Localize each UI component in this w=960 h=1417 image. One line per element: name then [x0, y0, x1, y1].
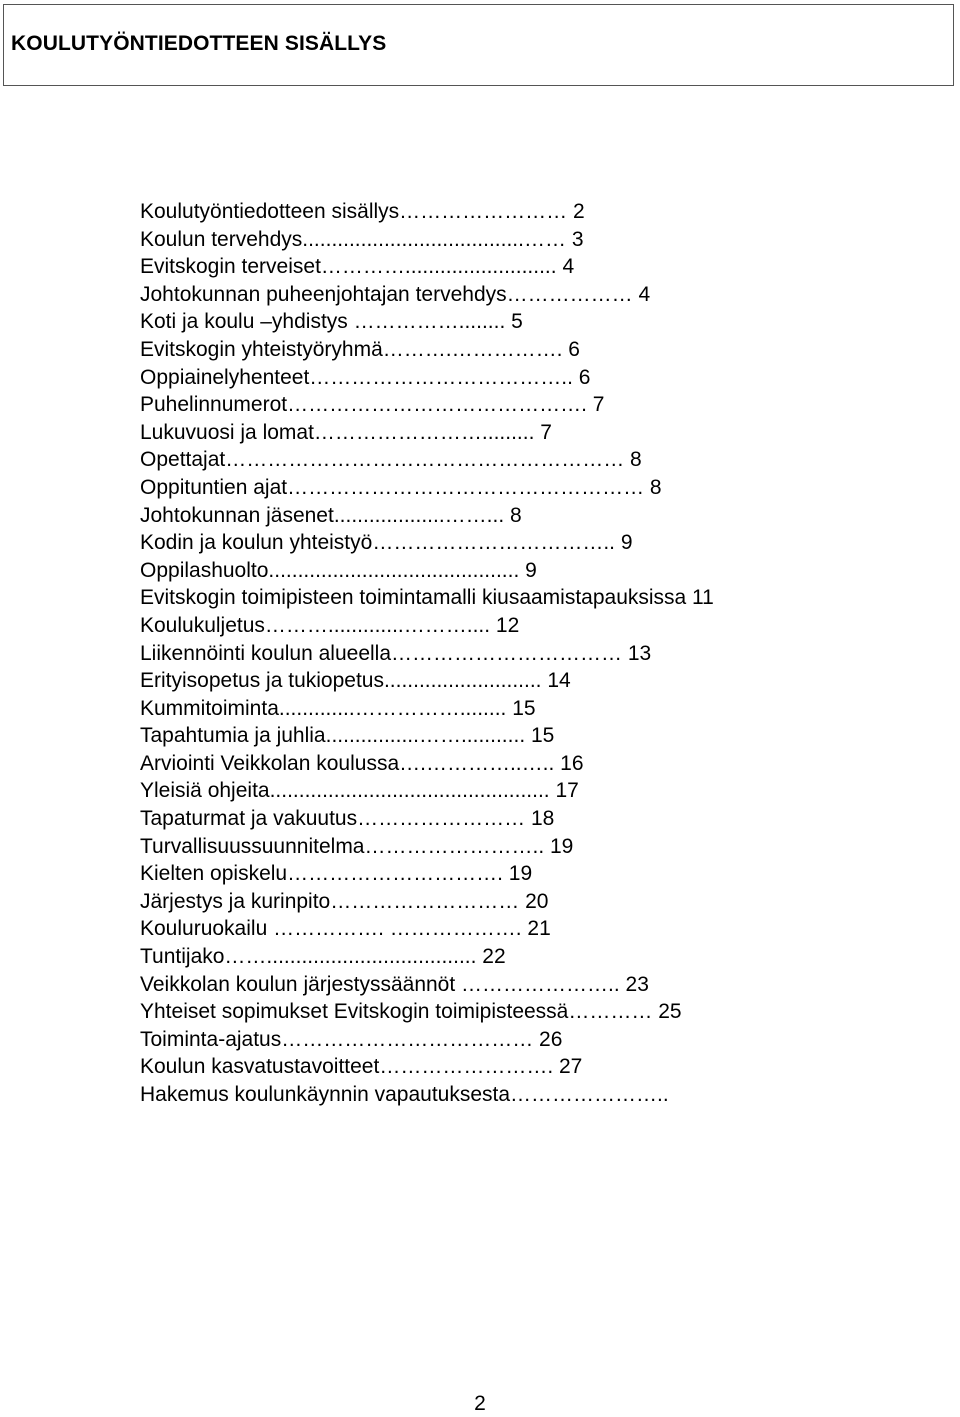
toc-entry: Koulukuljetus……….............……….... 12: [140, 613, 520, 637]
toc-entry: Kielten opiskelu…………………………. 19: [140, 862, 533, 886]
toc-entry: Evitskogin terveiset………….......................... 4: [140, 255, 575, 279]
page-number: 2: [474, 1392, 486, 1415]
toc-entry: Oppilashuolto........................................... 9: [140, 558, 537, 582]
toc-entry: Evitskogin yhteistyöryhmä……….……………. 6: [140, 337, 580, 361]
toc-entry: Kummitoiminta.............……………........ 15: [140, 696, 536, 720]
toc-entry: Kodin ja koulun yhteistyö…………………………….. 9: [140, 531, 633, 555]
toc-entry: Koulutyöntiedotteen sisällys…………………… 2: [140, 200, 585, 223]
toc-entry: Koulun kasvatustavoitteet……………………. 27: [140, 1055, 583, 1079]
toc-entry: Järjestys ja kurinpito……………………… 20: [140, 889, 549, 913]
toc-entry: Kouluruokailu ……………. ………………. 21: [140, 917, 551, 941]
toc-entry: Liikennöinti koulun alueella…………………………… 13: [140, 641, 652, 665]
toc-entry: Oppituntien ajat…………………………………………… 8: [140, 475, 662, 499]
toc-entry: Hakemus koulunkäynnin vapautuksesta…………………..: [140, 1083, 669, 1106]
toc-entry: Oppiainelyhenteet……………………………….. 6: [140, 365, 591, 389]
toc-entry: Yleisiä ohjeita................................................ 17: [140, 779, 579, 803]
toc-entry: Toiminta-ajatus……………………………… 26: [140, 1027, 563, 1051]
toc-entry: Johtokunnan puheenjohtajan tervehdys……………… 4: [140, 282, 651, 306]
toc-entry: Opettajat………………………………………………… 8: [140, 448, 642, 472]
toc-entry: Evitskogin toimipisteen toimintamalli kiusaamistapauksissa 11: [140, 586, 714, 610]
toc-entry: Koulun tervehdys......................................…… 3: [140, 227, 584, 251]
document-title-box: [3, 4, 954, 86]
toc-entry: Erityisopetus ja tukiopetus........................... 14: [140, 669, 571, 693]
toc-entry: Arviointi Veikkolan koulussa….…………..….. 16: [140, 751, 584, 775]
toc-entry: Puhelinnumerot……………………………………. 7: [140, 393, 605, 417]
toc-entry: Koti ja koulu –yhdistys ……………........ 5: [140, 310, 523, 334]
toc-entry: Tuntijako…….................................... 22: [140, 945, 506, 969]
document-title: KOULUTYÖNTIEDOTTEEN SISÄLLYS: [11, 32, 387, 55]
table-of-contents: [140, 198, 840, 1109]
toc-entry: Turvallisuussuunnitelma…………………….. 19: [140, 834, 574, 858]
toc-entry: Lukuvuosi ja lomat……………………......... 7: [140, 420, 552, 444]
toc-entry: Yhteiset sopimukset Evitskogin toimipisteessä………… 25: [140, 1000, 682, 1024]
toc-entry: Tapaturmat ja vakuutus…………………… 18: [140, 807, 555, 831]
toc-entry: Johtokunnan jäsenet...................……... 8: [140, 503, 522, 527]
toc-entry: Tapahtumia ja juhlia................……........... 15: [140, 724, 555, 748]
toc-entry: Veikkolan koulun järjestyssäännöt ………………….. 23: [140, 972, 649, 996]
